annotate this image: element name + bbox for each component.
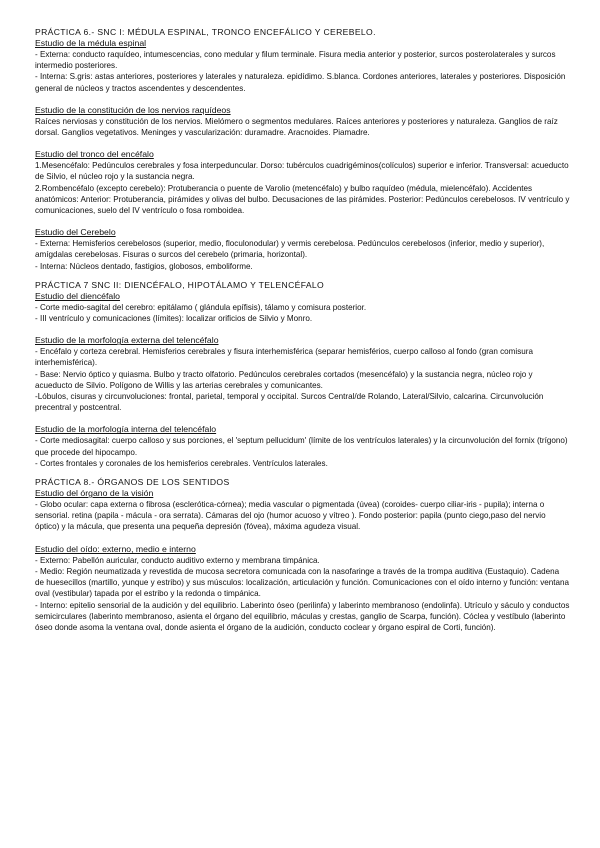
practica-7-title: PRÁCTICA 7 SNC II: DIENCÉFALO, HIPOTÁLAMO Y TELENCÉFALO xyxy=(35,279,325,290)
paragraph-oido-interno: - Interno: epitelio sensorial de la audición y del equilibrio. Laberinto óseo (perilinfa) y laberinto membranoso (endolinfa). Utrículo y sáculo y conductos semicirculares (laberinto membranoso, asienta el órgano del equilibrio, máculas y crestas, ganglio de Scarpa, función). Cóclea y vestíbulo (laberinto óseo donde asoma la ventana oval, donde asienta el órgano de la audición, conducto coclear y órgano espiral de Corti, función). xyxy=(35,600,570,632)
section-heading-cerebelo: Estudio del Cerebelo xyxy=(35,227,116,238)
paragraph-telencefalo-base: - Base: Nervio óptico y quiasma. Bulbo y tracto olfatorio. Pedúnculos cerebrales cortados (mesencéfalo) y la sustancia negra, núcleo rojo y acueducto de Silvio. Polígono de Willis y las arterias cerebrales y comunicantes. xyxy=(35,369,533,390)
paragraph-telencefalo-encefalo: - Encéfalo y corteza cerebral. Hemisferios cerebrales y fisura interhemisférica (separar hemisférios, cuerpo calloso al fondo (gran comisura interhemisférica). xyxy=(35,347,533,368)
paragraph-oido-externo: - Externo: Pabellón auricular, conducto auditivo externo y membrana timpánica. xyxy=(35,555,320,565)
paragraph-oido-medio: - Medio: Región neumatizada y revestida de mucosa secretora comunicada con la nasofaringe a través de la trompa auditiva (Eustaquio). Cadena de huesecillos (martillo, yunque y estribo) y sus músculos: localización, articulación y función. Comunicaciones con el oído interno y función: ventana oval (vestibular) tapada por el estribo y la redonda o timpánica. xyxy=(35,566,570,599)
section-heading-diencefalo: Estudio del diencéfalo xyxy=(35,290,121,301)
paragraph-nervios: Raíces nerviosas y constitución de los nervios. Mielómero o segmentos medulares. Raíces anteriores y posteriores y naturaleza. Ganglios de raíz dorsal. Ganglios vegetativos. Meninges y vascularización: duramadre. Aracnoides. Piamadre. xyxy=(35,116,558,138)
section-heading-oido: Estudio del oído: externo, medio e interno xyxy=(35,543,196,554)
section-heading-medula: Estudio de la médula espinal xyxy=(35,38,147,48)
paragraph-rombencefalo: 2.Rombencéfalo (excepto cerebelo): Protuberancia o puente de Varolio (metencéfalo) y bulbo raquídeo (médula, mielencéfalo). Accidentes anatómicos: Anterior: Protuberancia, pirámides y olivas del bulbo. Decusaciones de las pirámides. Posterior: Pedúnculos cerebelosos. IV ventrículo y comunicaciones, suelo del IV ventrículo o fosa romboidea. xyxy=(35,183,570,216)
practica-8-title: PRÁCTICA 8.- ÓRGANOS DE LOS SENTIDOS xyxy=(35,477,230,488)
paragraph-cortes-frontales: - Cortes frontales y coronales de los hemisferios cerebrales. Ventrículos laterales. xyxy=(35,458,328,468)
section-heading-nervios: Estudio de la constitución de los nervios raquídeos xyxy=(35,104,231,115)
practica-6-title: PRÁCTICA 6.- SNC I: MÉDULA ESPINAL, TRONCO ENCEFÁLICO Y CEREBELO. xyxy=(35,27,376,37)
paragraph-telencefalo-lobulos: -Lóbulos, cisuras y circunvoluciones: frontal, parietal, temporal y occipital. Surcos Central/de Rolando, Lateral/Silvio, calcarina. Circunvolución precentral y postcentral. xyxy=(35,392,544,413)
section-heading-tronco: Estudio del tronco del encéfalo xyxy=(35,149,154,160)
paragraph-medula-interna: - Interna: S.gris: astas anteriores, posteriores y laterales y naturaleza. epidídimo. S.blanca. Cordones anteriores, laterales y posteriores. Disposición general de núcleos y tractos ascendentes y descendentes. xyxy=(35,72,566,93)
paragraph-diencefalo-ventriculo: - III ventrículo y comunicaciones (límites): localizar orificios de Silvio y Monro. xyxy=(35,314,313,324)
paragraph-diencefalo-corte: - Corte medio-sagital del cerebro: epitálamo ( glándula epífisis), tálamo y comisura posterior. xyxy=(35,302,367,312)
paragraph-mesencefalo: 1.Mesencéfalo: Pedúnculos cerebrales y fosa interpeduncular. Dorso: tubérculos cuadrigéminos(colículos) superior e inferior. Transversal: acueducto de Silvio, el núcleo rojo y la sustancia negra. xyxy=(35,161,569,182)
paragraph-medula-externa: - Externa: conducto raquídeo, intumescencias, cono medular y filum terminale. Fisura media anterior y posterior, surcos posterolaterales y surcos intermedio posteriores. xyxy=(35,50,556,71)
section-heading-telencefalo-interna: Estudio de la morfología interna del telencéfalo xyxy=(35,424,217,435)
document-page xyxy=(35,27,570,633)
section-heading-vision: Estudio del órgano de la visión xyxy=(35,488,154,499)
paragraph-cerebelo-interna: - Interna: Núcleos dentado, fastigios, globosos, emboliforme. xyxy=(35,261,253,271)
paragraph-corte-mediosagital: - Corte mediosagital: cuerpo calloso y sus porciones, el 'septum pellucidum' (límite de los ventrículos laterales) y la circunvolución del fornix (trígono) que procede del hipocampo. xyxy=(35,436,568,457)
section-heading-telencefalo-externa: Estudio de la morfología externa del telencéfalo xyxy=(35,335,219,346)
paragraph-globo-ocular: - Globo ocular: capa externa o fibrosa (esclerótica-córnea); media vascular o pigmentada (úvea) (coroides- cuerpo ciliar-iris - pupila); interna o sensorial. retina (papila - mácula - ora serrata). Cámaras del ojo (humor acuoso y vítreo ). Fondo posterior: papila (punto ciego,paso del nervio óptico) y la mácula, que presenta una pequeña depresión (fóvea), máxima agudeza visual. xyxy=(35,500,546,532)
paragraph-cerebelo-externa: - Externa: Hemisferios cerebelosos (superior, medio, floculonodular) y vermis cerebelosa. Pedúnculos cerebelosos (inferior, medio y superior), amígdalas cerebelosas. Fisuras o surcos del cerebelo (primaria, horizontal). xyxy=(35,239,545,260)
